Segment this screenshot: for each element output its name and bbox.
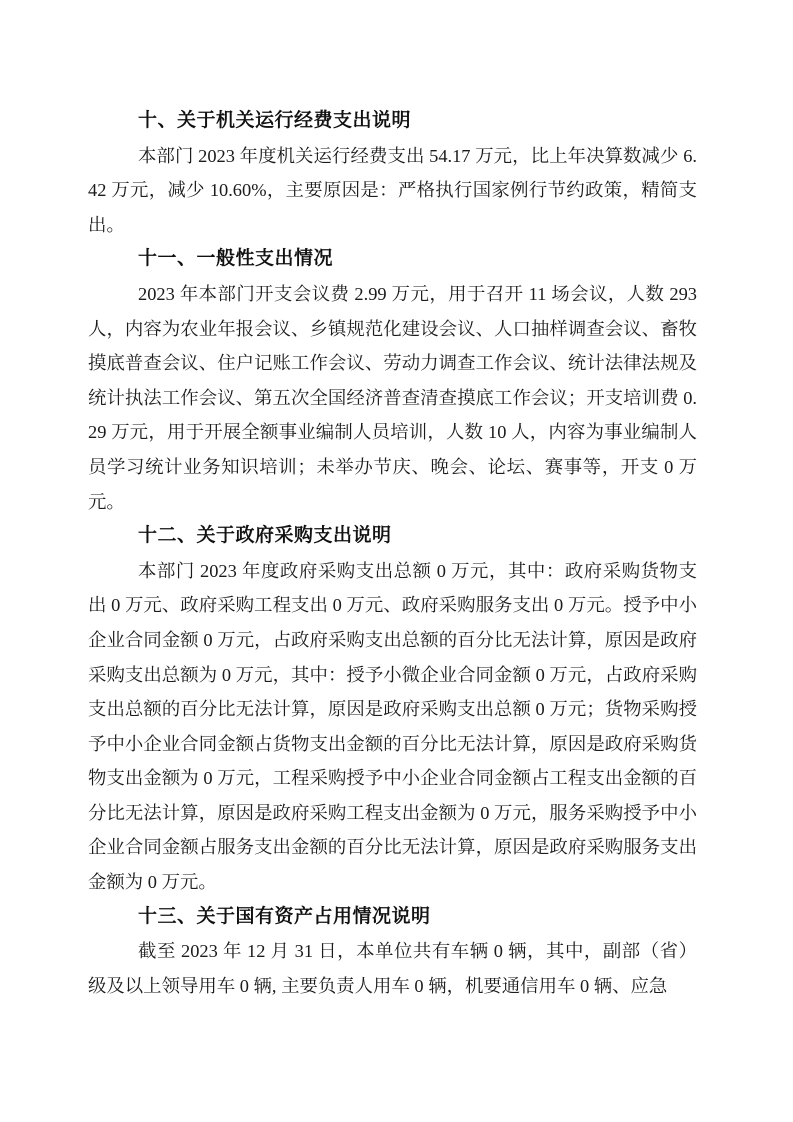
section-paragraph: 本部门 2023 年度机关运行经费支出 54.17 万元，比上年决算数减少 6.42 万元，减少 10.60%，主要原因是：严格执行国家例行节约政策，精简支出。	[88, 145, 697, 235]
section-paragraph: 截至 2023 年 12 月 31 日，本单位共有车辆 0 辆，其中，副部（省）级及以上领导用车 0 辆, 主要负责人用车 0 辆，机要通信用车 0 辆、应急	[88, 941, 697, 996]
section-paragraph: 2023 年本部门开支会议费 2.99 万元，用于召开 11 场会议，人数 293 人，内容为农业年报会议、乡镇规范化建设会议、人口抽样调查会议、畜牧摸底普查会议、住户记账工作会议、劳动力调查工作会议、统计法律法规及统计执法工作会议、第五次全国经济普查清查摸底工作会议；开支培训费 0.29 万元，用于开展全额事业编制人员培训，人数 10 人，内容为事业编制人员学习统计业务知识培训；未举办节庆、晚会、论坛、赛事等，开支 0 万元。	[88, 283, 697, 512]
section-11	[88, 242, 697, 519]
section-10	[88, 104, 697, 242]
section-13	[88, 900, 697, 1004]
section-heading: 十三、关于国有资产占用情况说明	[138, 905, 431, 927]
section-paragraph: 本部门 2023 年度政府采购支出总额 0 万元，其中：政府采购货物支出 0 万元、政府采购工程支出 0 万元、政府采购服务支出 0 万元。授予中小企业合同金额 0 万元，占政府采购支出总额的百分比无法计算，原因是政府采购支出总额为 0 万元，其中：授予小微企业合同金额 0 万元，占政府采购支出总额的百分比无法计算，原因是政府采购支出总额 0 万元；货物采购授予中小企业合同金额占货物支出金额的百分比无法计算，原因是政府采购货物支出金额为 0 万元，工程采购授予中小企业合同金额占工程支出金额的百分比无法计算，原因是政府采购工程支出金额为 0 万元，服务采购授予中小企业合同金额占服务支出金额的百分比无法计算，原因是政府采购服务支出金额为 0 万元。	[88, 560, 697, 893]
document-text-block	[88, 104, 697, 1003]
section-heading: 十二、关于政府采购支出说明	[138, 525, 392, 547]
section-heading: 十一、一般性支出情况	[138, 248, 334, 270]
section-heading: 十、关于机关运行经费支出说明	[138, 110, 412, 131]
section-12	[88, 519, 697, 900]
